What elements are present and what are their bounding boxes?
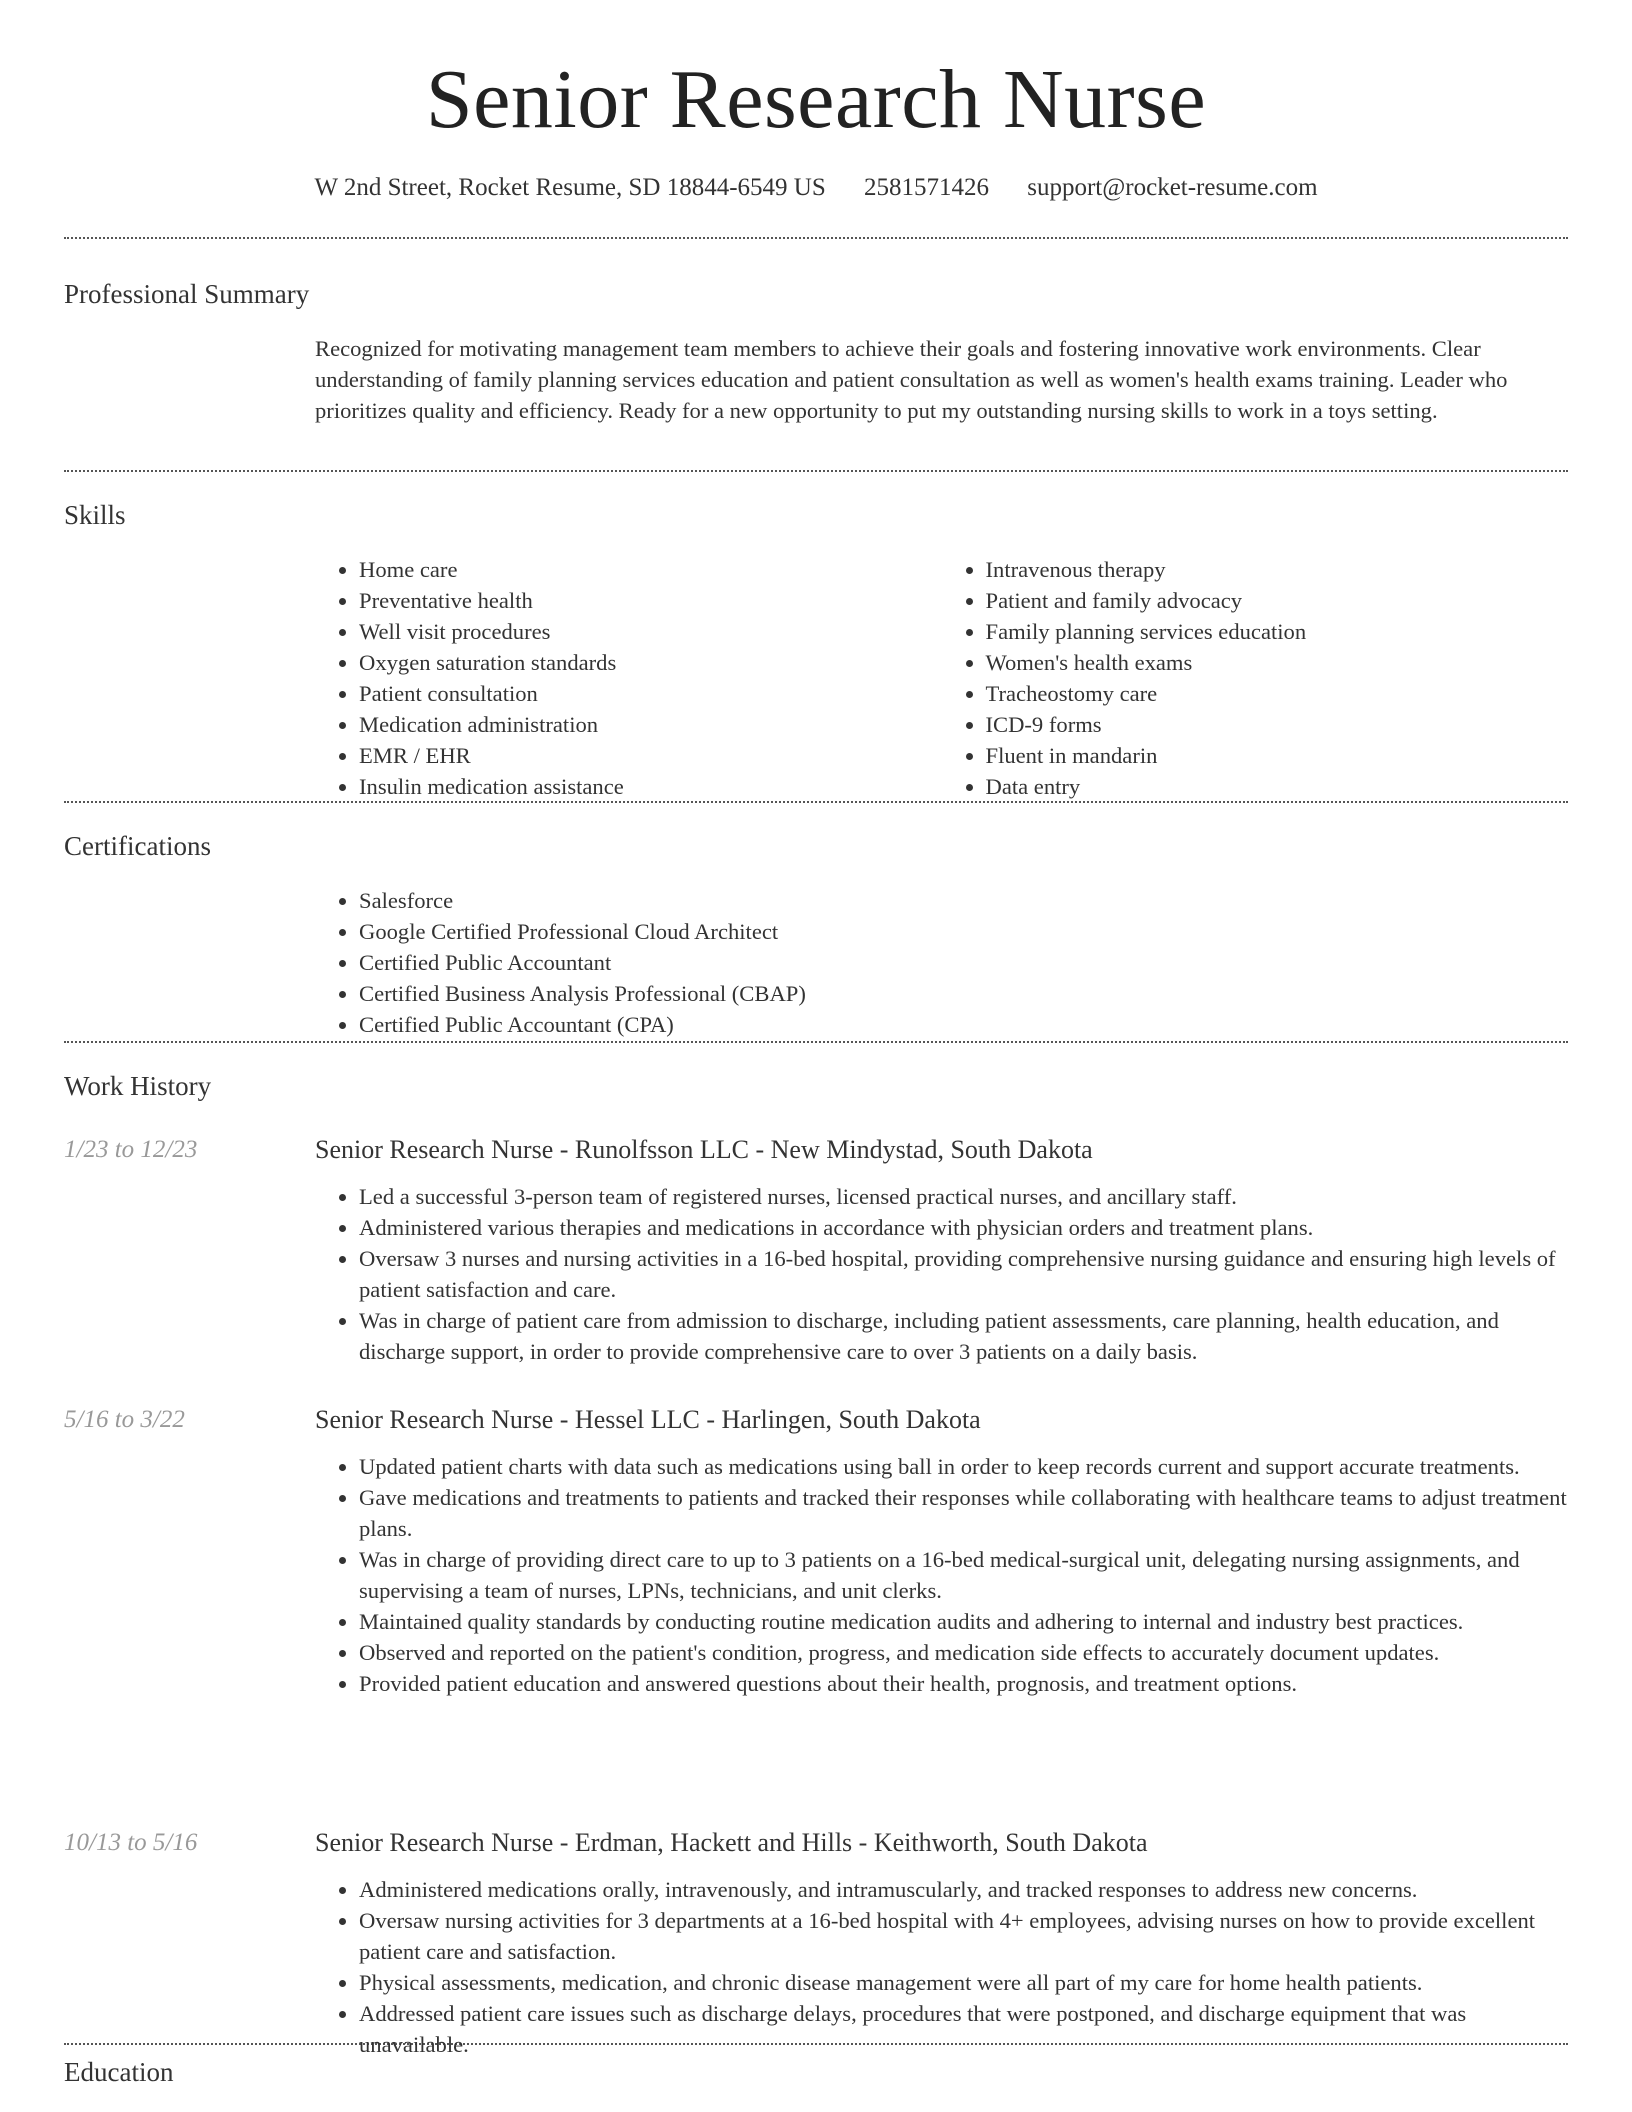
- education-heading: Education: [64, 2057, 174, 2087]
- skill-item: • Family planning services education: [986, 616, 1569, 647]
- skill-item: • Tracheostomy care: [986, 678, 1569, 709]
- certification-item: • Certified Business Analysis Professional (CBAP): [359, 978, 1568, 1009]
- summary-heading: Professional Summary: [64, 279, 310, 309]
- job-bullet: • Administered various therapies and medications in accordance with physician orders and treatment plans.: [359, 1212, 1568, 1243]
- contact-address: W 2nd Street, Rocket Resume, SD 18844-6549 US: [314, 174, 826, 201]
- skill-item: • Oxygen saturation standards: [359, 647, 942, 678]
- skills-section: [0, 472, 1632, 801]
- skills-list-right: [942, 554, 1569, 802]
- job-bullet: • Provided patient education and answered questions about their health, prognosis, and treatment options.: [359, 1668, 1568, 1699]
- job-entry: [64, 1133, 1568, 1385]
- skill-item: • Intravenous therapy: [986, 554, 1569, 585]
- job-bullet: • Gave medications and treatments to patients and tracked their responses while collaborating with healthcare teams to adjust treatment plans.: [359, 1482, 1568, 1544]
- skill-item: • Data entry: [986, 771, 1569, 802]
- job-bullet: • Addressed patient care issues such as discharge delays, procedures that were postponed, and discharge equipment that was unavailable.: [359, 1998, 1568, 2060]
- job-dates: 10/13 to 5/16: [64, 1829, 198, 1856]
- candidate-name: Senior Research Nurse: [425, 53, 1207, 146]
- skill-item: • Well visit procedures: [359, 616, 942, 647]
- job-title: Senior Research Nurse - Erdman, Hackett and Hills - Keithworth, South Dakota: [315, 1828, 1148, 1857]
- skill-item: • Women's health exams: [986, 647, 1569, 678]
- resume-header: [0, 0, 1632, 204]
- skill-item: • Fluent in mandarin: [986, 740, 1569, 771]
- certification-item: • Google Certified Professional Cloud Architect: [359, 916, 1568, 947]
- job-title: Senior Research Nurse - Hessel LLC - Harlingen, South Dakota: [315, 1405, 981, 1434]
- job-bullet: • Oversaw 3 nurses and nursing activities in a 16-bed hospital, providing comprehensive nursing guidance and ensuring high levels of patient satisfaction and care.: [359, 1243, 1568, 1305]
- skills-list-left: [315, 554, 942, 802]
- summary-text: Recognized for motivating management team members to achieve their goals and fostering innovative work environments. Clear understanding of family planning services education and patient consultation as well as women's health exams training. Leader who prioritizes quality and efficiency. Ready for a new opportunity to put my outstanding nursing skills to work in a toys setting.: [315, 336, 1508, 423]
- job-bullet: • Led a successful 3-person team of registered nurses, licensed practical nurses, and ancillary staff.: [359, 1181, 1568, 1212]
- contact-phone: 2581571426: [864, 174, 989, 201]
- certifications-list: [315, 885, 1568, 1040]
- job-bullet: • Maintained quality standards by conducting routine medication audits and adhering to internal and industry best practices.: [359, 1606, 1568, 1637]
- job-bullet: • Was in charge of patient care from admission to discharge, including patient assessments, care planning, health education, and discharge support, in order to provide comprehensive care to over 3 patients on a daily basis.: [359, 1305, 1568, 1367]
- contact-email[interactable]: support@rocket-resume.com: [1027, 174, 1318, 201]
- job-bullet: • Observed and reported on the patient's condition, progress, and medication side effects to accurately document updates.: [359, 1637, 1568, 1668]
- job-body: [315, 1403, 1568, 1808]
- job-body: [315, 1133, 1568, 1385]
- skill-item: • Patient consultation: [359, 678, 942, 709]
- job-title: Senior Research Nurse - Runolfsson LLC - New Mindystad, South Dakota: [315, 1135, 1093, 1164]
- work-history-heading: Work History: [64, 1071, 212, 1101]
- summary-section: [0, 239, 1632, 470]
- job-bullets: [315, 1451, 1568, 1699]
- certification-item: • Salesforce: [359, 885, 1568, 916]
- skill-item: • Insulin medication assistance: [359, 771, 942, 802]
- skill-item: • EMR / EHR: [359, 740, 942, 771]
- job-bullet: • Physical assessments, medication, and chronic disease management were all part of my care for home health patients.: [359, 1967, 1568, 1998]
- skill-item: • Preventative health: [359, 585, 942, 616]
- job-bullet: • Updated patient charts with data such as medications using ball in order to keep records current and support accurate treatments.: [359, 1451, 1568, 1482]
- job-body: [315, 1826, 1568, 2066]
- contact-line: [0, 172, 1632, 204]
- skill-item: • Medication administration: [359, 709, 942, 740]
- certifications-heading: Certifications: [64, 831, 211, 861]
- skills-heading: Skills: [64, 500, 126, 530]
- job-bullet: • Administered medications orally, intravenously, and intramuscularly, and tracked responses to address new concerns.: [359, 1874, 1568, 1905]
- certification-item: • Certified Public Accountant (CPA): [359, 1009, 1568, 1040]
- skill-item: • Patient and family advocacy: [986, 585, 1569, 616]
- certification-item: • Certified Public Accountant: [359, 947, 1568, 978]
- job-dates: 5/16 to 3/22: [64, 1406, 185, 1433]
- job-bullets: [315, 1181, 1568, 1367]
- skill-item: • Home care: [359, 554, 942, 585]
- job-dates: 1/23 to 12/23: [64, 1136, 198, 1163]
- job-bullet: • Oversaw nursing activities for 3 departments at a 16-bed hospital with 4+ employees, advising nurses on how to provide excellent patient care and satisfaction.: [359, 1905, 1568, 1967]
- skills-columns: [315, 554, 1568, 802]
- skill-item: • ICD-9 forms: [986, 709, 1569, 740]
- certifications-section: [0, 803, 1632, 1041]
- job-entry: [64, 1403, 1568, 1808]
- work-history-section: [0, 1043, 1632, 2057]
- job-bullet: • Was in charge of providing direct care to up to 3 patients on a 16-bed medical-surgical unit, delegating nursing assignments, and supervising a team of nurses, LPNs, technicians, and unit clerks.: [359, 1544, 1568, 1606]
- job-bullets: [315, 1874, 1568, 2060]
- job-entry: [64, 1826, 1568, 2066]
